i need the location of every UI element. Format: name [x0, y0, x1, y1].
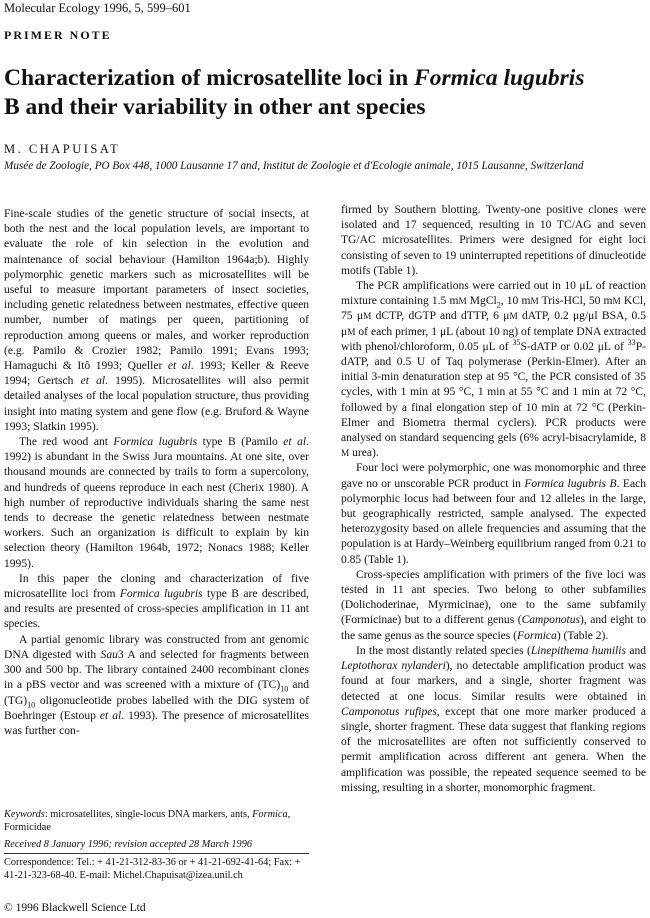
paragraph: The red wood ant Formica lugubris type B (Pamilo et al. 1992) is abundant in the Swiss Jura mountains. At one site, over thousand mounds are connected by trails to form a supercolony, and hundreds of queens reproduce in each nest (Cherix 1980). A high number of reproductive individuals sharing the same nest tends to decrease the genetic relatedness between nestmate workers. Such an organization is difficult to explain by kin selection theory (Hamilton 1964b, 1972; Nonacs 1988; Keller 1995). [4, 436, 309, 570]
body-column-left [4, 207, 309, 739]
paragraph: In the most distantly related species (Linepithema humilis and Leptothorax nylanderi), no detectable amplification product was found at four markers, and a single, shorter fragment was detected at one locus. Similar results were obtained in Camponotus rufipes, except that one more marker produced a single, shorter fragment. These data suggest that flanking regions of the microsatellites are often not sufficiently conserved to permit amplification across different ant genera. When the amplification was possible, the repeated sequence seemed to be missing, resulting in a shorter, monomorphic fragment. [341, 644, 647, 794]
paragraph: firmed by Southern blotting. Twenty-one positive clones were isolated and 17 sequenced, resulting in 10 TC/AG and seven TG/AC microsatellites. Primers were designed for eight loci consisting of seven to 19 uninterrupted repetitions of dinucleotide motifs (Table 1). [341, 204, 646, 277]
journal-citation: Molecular Ecology 1996, 5, 599–601 [4, 1, 191, 15]
article-title: Characterization of microsatellite loci in Formica lugubris B and their variability in other ant species [4, 65, 585, 120]
paragraph: Cross-species amplification with primers of the five loci was tested in 11 ant species. Two belong to other subfamilies (Dolichoderinae, Myrmicinae), one to the same subfamily (Formicinae) but to a different genus (Camponotus), and eight to the same genus as the source species (Formica) (Table 2). [341, 568, 646, 642]
footnote-rule [4, 853, 309, 854]
author-name: M. CHAPUISAT [4, 142, 121, 156]
copyright-notice: © 1996 Blackwell Science Ltd [4, 902, 146, 914]
paragraph: In this paper the cloning and characterization of five microsatellite loci from Formica lugubris type B are described, and results are presented of cross-species amplification in 11 ant species. [4, 572, 310, 631]
paragraph: A partial genomic library was constructed from ant genomic DNA digested with Sau3 A and selected for fragments between 300 and 500 bp. The library contained 2400 recombinant clones in a pBS vector and was screened with a mixture of $(TC)_{10}$ and $(TG)_{10}$ oligonucleotide probes labelled with the DIG system of Boehringer (Estoup et al. 1993). The presence of microsatellites was further con- [4, 633, 310, 737]
paragraph: Four loci were polymorphic, one was monomorphic and three gave no or unscorable PCR product in Formica lugubris B. Each polymorphic locus had between four and 12 alleles in the large, but geographically restricted, sample analysed. The expected heterozygosity based on allele frequencies and assuming that the population is at Hardy–Weinberg equilibrium ranged from 0.21 to 0.85 (Table 1). [341, 462, 646, 566]
correspondence: Correspondence: Tel.: + 41-21-312-83-36 or + 41-21-692-41-64; Fax: + 41-21-323-68-40. E-mail: Michel.Chapuisat@izea.unil.ch [4, 857, 301, 882]
received-dates: Received 8 January 1996; revision accepted 28 March 1996 [4, 839, 252, 850]
section-label: PRIMER NOTE [4, 28, 112, 42]
paragraph: Fine-scale studies of the genetic structure of social insects, at both the nest and the local population levels, are important to evaluate the role of kin selection in the evolution and maintenance of social behaviour (Hamilton 1964a;b). Highly polymorphic genetic markers such as microsatellites will be useful to measure important parameters of insect societies, including genetic relatedness between nestmates, effective queen number, number of matings per queen, partitioning of reproduction among queens or males, and worker reproduction (e.g. Pamilo & Crozier 1982; Pamilo 1991; Evans 1993; Hamaguchi & Itô 1993; Queller et al. 1993; Keller & Reeve 1994; Gertsch et al. 1995). Microsatellites will also permit detailed analyses of the local population structure, thus providing insight into mating system and gene flow (e.g. Bruford & Wayne 1993; Slatkin 1995). [4, 208, 310, 433]
keywords: Keywords: microsatellites, single-locus DNA markers, ants, Formica, Formicidae [4, 809, 291, 834]
paragraph: The PCR amplifications were carried out in 10 μL of reaction mixture containing 1.5 mM MgCl$_2$, 10 mM Tris-HCl, 50 mM KCl, 75 μM dCTP, dGTP and dTTP, 6 μM dATP, 0.2 μg/μl BSA, 0.5 μM of each primer, 1 μL (about 10 ng) of template DNA extracted with phenol/chloroform, 0.05 μL of $^{35}$S-dATP or 0.02 μL of $^{33}$P-dATP, and 0.5 U of Taq polymerase (Perkin-Elmer). After an initial 3-min denaturation step at 95 °C, the PCR consisted of 35 cycles, with 1 min at 95 °C, 1 min at 55 °C and 1 min at 72 °C, followed by a final elongation step of 10 min at 72 °C (Perkin-Elmer and Biometra thermal cyclers). PCR products were analysed on standard sequencing gels (6% acryl-bisacrylamide, 8 M urea). [341, 280, 646, 460]
body-column-right [341, 203, 646, 796]
author-affiliation: Musée de Zoologie, PO Box 448, 1000 Lausanne 17 and, Institut de Zoologie et d'Ecologie animale, 1015 Lausanne, Switzerland [4, 160, 584, 172]
